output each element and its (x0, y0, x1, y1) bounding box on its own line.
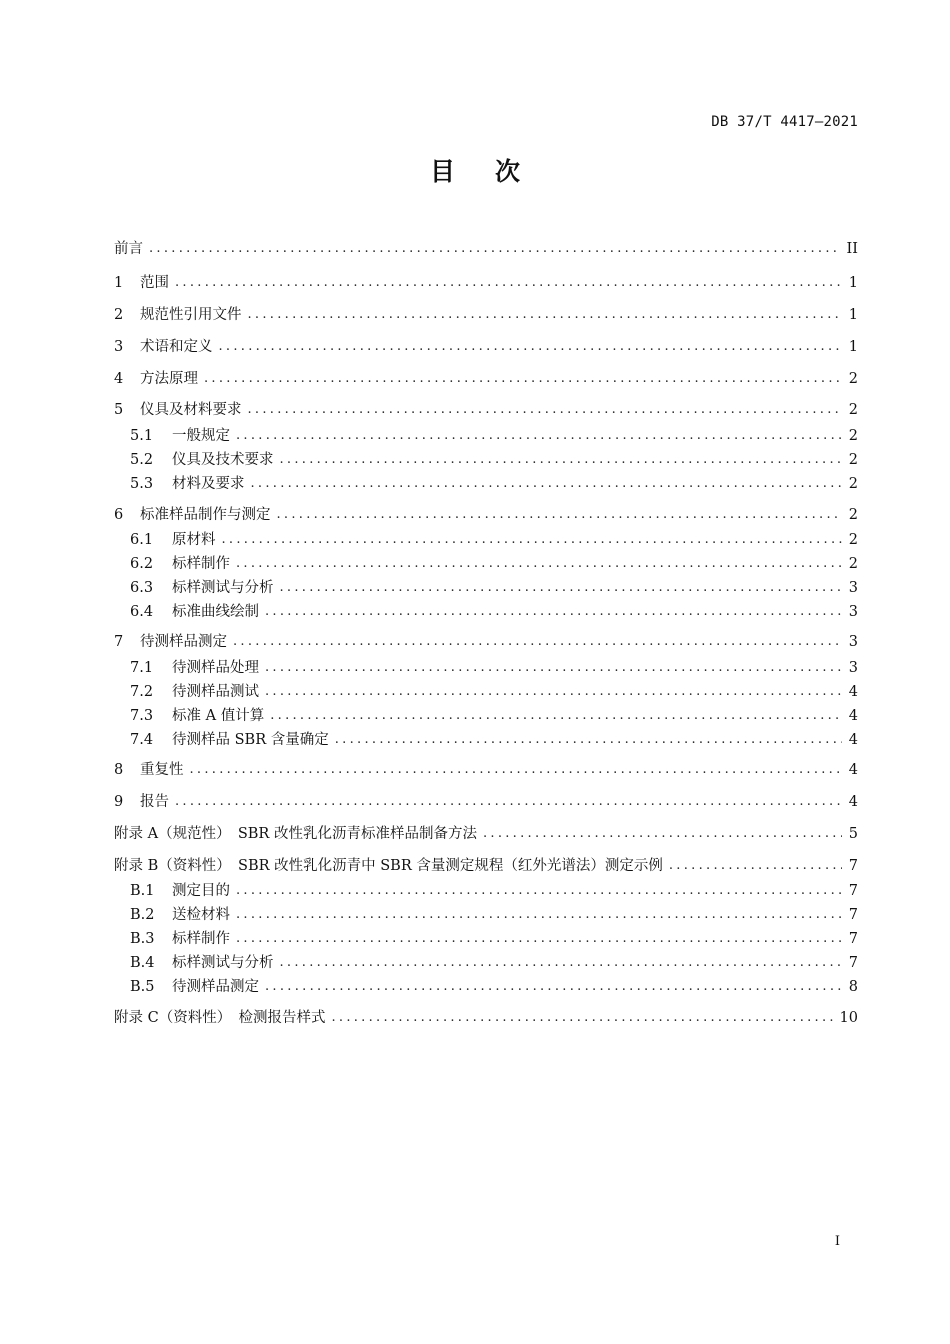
toc-dot-leader (222, 529, 843, 551)
toc-entry[interactable] (130, 952, 858, 974)
toc-entry-number: 8 (114, 762, 124, 778)
toc-entry-label: 方法原理 (140, 371, 198, 387)
toc-entry-label: 待测样品处理 (172, 660, 259, 676)
toc-dot-leader (204, 368, 842, 390)
toc-entry[interactable] (130, 880, 858, 902)
toc-entry-label: 原材料 (172, 532, 216, 548)
toc-entry[interactable] (130, 473, 858, 495)
toc-entry[interactable] (114, 336, 858, 358)
toc-entry-number: B.1 (130, 883, 155, 899)
toc-dot-leader (265, 601, 842, 623)
toc-entry-number: B.3 (130, 931, 155, 947)
toc-entry-page: 2 (848, 556, 858, 572)
toc-entry-page: 8 (848, 979, 858, 995)
toc-dot-leader (190, 759, 843, 781)
toc-entry-page: 2 (848, 402, 858, 418)
toc-dot-leader (265, 976, 842, 998)
toc-dot-leader (236, 928, 842, 950)
toc-entry-page: 2 (848, 507, 858, 523)
toc-entry-page: 7 (848, 858, 858, 874)
toc-entry-number: 9 (114, 794, 124, 810)
toc-entry[interactable] (130, 705, 858, 727)
toc-entry-number: 6 (114, 507, 124, 523)
toc-entry[interactable] (114, 304, 858, 326)
toc-entry-label: 重复性 (140, 762, 184, 778)
toc-entry[interactable] (114, 1007, 858, 1029)
toc-entry-label: 术语和定义 (140, 339, 213, 355)
toc-dot-leader (236, 904, 842, 926)
toc-entry-number: 7.4 (130, 732, 154, 748)
toc-entry[interactable] (114, 791, 858, 813)
toc-entry-page: 1 (848, 307, 858, 323)
toc-entry-number: 5.3 (130, 476, 154, 492)
toc-entry[interactable] (130, 425, 858, 447)
toc-entry-page: 7 (848, 907, 858, 923)
toc-dot-leader (251, 473, 843, 495)
toc-entry-page: 7 (848, 883, 858, 899)
toc-entry-page: 4 (848, 684, 858, 700)
toc-entry[interactable] (114, 631, 858, 653)
toc-entry-page: 3 (848, 604, 858, 620)
toc-entry-page: 4 (848, 762, 858, 778)
toc-entry-page: 2 (848, 532, 858, 548)
toc-entry[interactable] (114, 238, 858, 260)
toc-entry-page: 3 (848, 580, 858, 596)
toc-dot-leader (149, 238, 841, 260)
toc-entry-page: 7 (848, 955, 858, 971)
toc-entry-number: 6.3 (130, 580, 154, 596)
toc-entry-label: 规范性引用文件 (140, 307, 242, 323)
toc-entry-page: 7 (848, 931, 858, 947)
toc-dot-leader (280, 952, 843, 974)
toc-entry-label: 送检材料 (172, 907, 230, 923)
toc-entry-number: B.4 (130, 955, 155, 971)
toc-entry-label: 待测样品 SBR 含量确定 (172, 732, 329, 748)
toc-dot-leader (669, 855, 842, 877)
page-title: 目次 (429, 157, 560, 186)
toc-dot-leader (248, 304, 843, 326)
toc-entry-page: 4 (848, 732, 858, 748)
toc-entry-label: 一般规定 (172, 428, 230, 444)
toc-entry-label: 测定目的 (172, 883, 230, 899)
toc-entry-label: 附录 C（资料性） 检测报告样式 (114, 1010, 326, 1026)
toc-entry-label: 待测样品测试 (172, 684, 259, 700)
toc-entry-page: II (846, 241, 858, 257)
toc-entry-page: 5 (848, 826, 858, 842)
toc-dot-leader (280, 577, 843, 599)
toc-entry[interactable] (114, 504, 858, 526)
toc-entry[interactable] (130, 976, 858, 998)
toc-dot-leader (236, 425, 842, 447)
toc-entry-page: 2 (848, 476, 858, 492)
toc-entry-number: 7.2 (130, 684, 154, 700)
toc-entry-label: 标样制作 (172, 931, 230, 947)
toc-entry[interactable] (130, 449, 858, 471)
toc-entry-label: 报告 (140, 794, 169, 810)
toc-dot-leader (236, 553, 842, 575)
toc-entry-number: 6.2 (130, 556, 154, 572)
toc-entry[interactable] (114, 272, 858, 294)
toc-entry-page: 4 (848, 794, 858, 810)
toc-dot-leader (265, 657, 842, 679)
toc-entry[interactable] (130, 729, 858, 751)
toc-entry[interactable] (130, 529, 858, 551)
toc-entry-number: 4 (114, 371, 124, 387)
toc-dot-leader (248, 399, 843, 421)
toc-entry[interactable] (130, 577, 858, 599)
toc-dot-leader (280, 449, 843, 471)
toc-entry[interactable] (130, 657, 858, 679)
toc-entry-number: 7.3 (130, 708, 154, 724)
toc-entry-number: 6.4 (130, 604, 154, 620)
toc-entry[interactable] (114, 759, 858, 781)
toc-entry-number: 1 (114, 275, 124, 291)
page-number: I (834, 1234, 840, 1249)
toc-entry[interactable] (130, 904, 858, 926)
toc-entry-page: 2 (848, 428, 858, 444)
toc-dot-leader (277, 504, 843, 526)
toc-entry-label: 待测样品测定 (172, 979, 259, 995)
toc-entry-label: 标样测试与分析 (172, 580, 274, 596)
toc-entry-page: 2 (848, 452, 858, 468)
toc-entry-label: 仪具及材料要求 (140, 402, 242, 418)
toc-entry-label: 标样制作 (172, 556, 230, 572)
toc-entry[interactable] (114, 368, 858, 390)
toc-entry-page: 1 (848, 275, 858, 291)
toc-entry-number: 5.1 (130, 428, 154, 444)
toc-dot-leader (233, 631, 842, 653)
toc-entry-number: 6.1 (130, 532, 154, 548)
toc-entry[interactable] (114, 399, 858, 421)
toc-entry[interactable] (114, 855, 858, 877)
toc-dot-leader (175, 791, 842, 813)
toc-dot-leader (483, 823, 842, 845)
toc-entry-number: B.2 (130, 907, 155, 923)
toc-entry-label: 标准曲线绘制 (172, 604, 259, 620)
toc-dot-leader (219, 336, 843, 358)
toc-entry[interactable] (130, 928, 858, 950)
toc-entry-page: 3 (848, 634, 858, 650)
toc-dot-leader (270, 705, 842, 727)
toc-entry-page: 1 (848, 339, 858, 355)
toc-entry-number: 3 (114, 339, 124, 355)
toc-entry-page: 2 (848, 371, 858, 387)
toc-entry-number: 5.2 (130, 452, 154, 468)
toc-dot-leader (331, 1007, 833, 1029)
toc-entry-label: 范围 (140, 275, 169, 291)
toc-entry-label: 标样测试与分析 (172, 955, 274, 971)
toc-dot-leader (335, 729, 842, 751)
toc-entry-page: 10 (839, 1010, 858, 1026)
toc-entry-page: 4 (848, 708, 858, 724)
toc-entry-number: 5 (114, 402, 124, 418)
standard-code: DB 37/T 4417—2021 (711, 114, 858, 130)
toc-entry[interactable] (130, 553, 858, 575)
toc-entry-label: 附录 A（规范性） SBR 改性乳化沥青标准样品制备方法 (114, 826, 477, 842)
toc-entry-number: 7.1 (130, 660, 154, 676)
toc-entry-page: 3 (848, 660, 858, 676)
toc-entry-label: 材料及要求 (172, 476, 245, 492)
toc-entry[interactable] (130, 601, 858, 623)
toc-entry[interactable] (114, 823, 858, 845)
toc-entry[interactable] (130, 681, 858, 703)
toc-dot-leader (175, 272, 842, 294)
toc-entry-label: 标准 A 值计算 (172, 708, 265, 724)
toc-entry-label: 仪具及技术要求 (172, 452, 274, 468)
toc-entry-label: 待测样品测定 (140, 634, 227, 650)
toc-entry-number: 2 (114, 307, 124, 323)
toc-entry-label: 前言 (114, 241, 143, 257)
toc-entry-label: 附录 B（资料性） SBR 改性乳化沥青中 SBR 含量测定规程（红外光谱法）测定示例 (114, 858, 663, 874)
toc-entry-number: B.5 (130, 979, 155, 995)
toc-entry-number: 7 (114, 634, 124, 650)
toc-dot-leader (236, 880, 842, 902)
toc-dot-leader (265, 681, 842, 703)
toc-entry-label: 标准样品制作与测定 (140, 507, 271, 523)
